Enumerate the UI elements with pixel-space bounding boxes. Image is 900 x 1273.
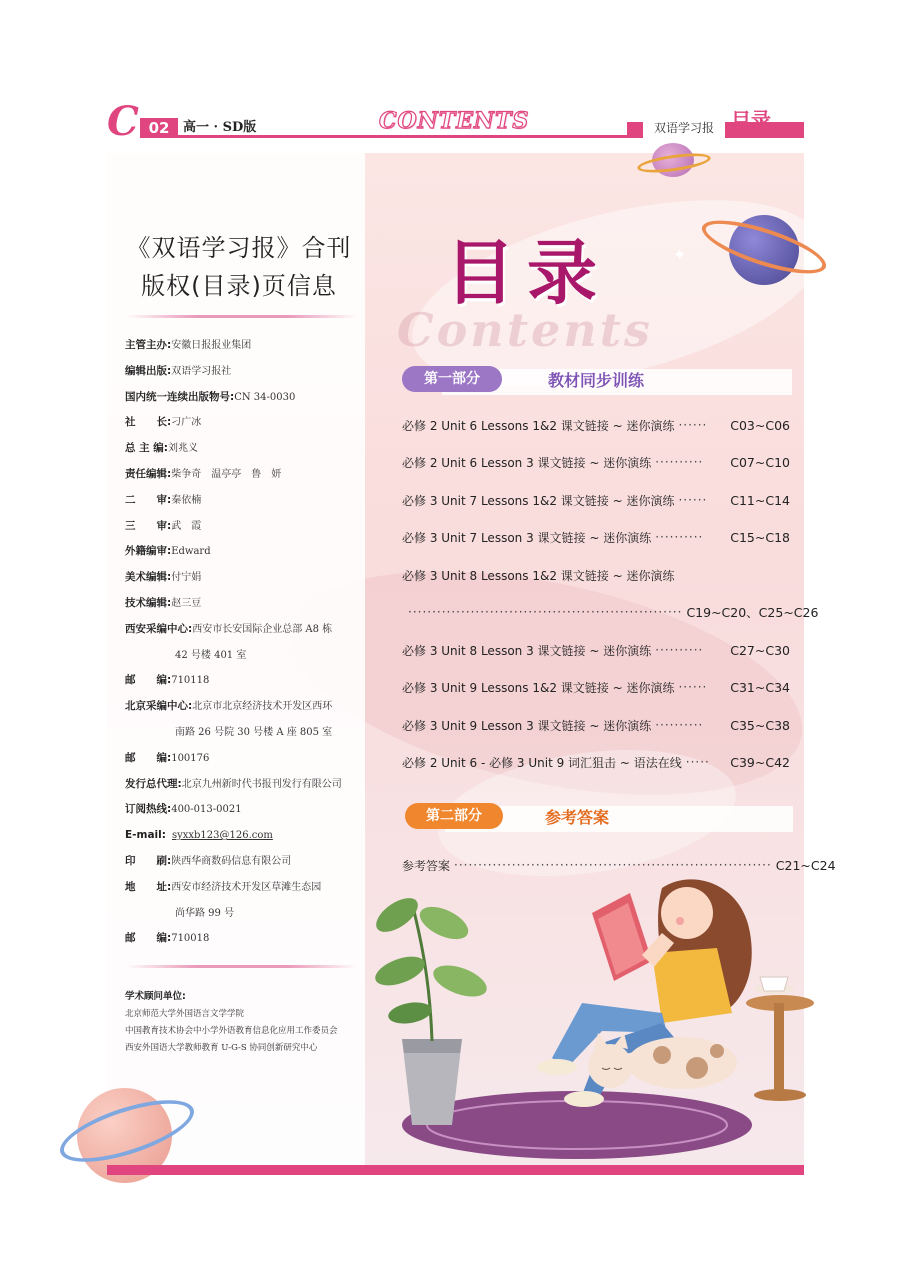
advisor-item: 中国教育技术协会中小学外语教育信息化应用工作委员会	[125, 1026, 338, 1036]
part2-pill: 第二部分	[405, 803, 503, 829]
copyright-title-line2: 版权(目录)页信息	[141, 272, 337, 300]
toc-item[interactable]: 必修 3 Unit 9 Lessons 1&2 课文链接 ~ 迷你演练 ······ C31~C34	[402, 679, 790, 695]
copyright-info	[125, 333, 365, 952]
page-title: 目录	[445, 231, 609, 314]
advisor-heading: 学术顾问单位:	[125, 991, 186, 1002]
toc-item[interactable]: 必修 3 Unit 9 Lesson 3 课文链接 ~ 迷你演练 ·········· C35~C38	[402, 717, 790, 733]
footer-bar	[107, 1165, 804, 1175]
toc-item[interactable]: 必修 3 Unit 8 Lesson 3 课文链接 ~ 迷你演练 ·········· C27~C30	[402, 642, 790, 658]
divider	[127, 965, 357, 968]
page-header	[107, 100, 804, 144]
toc-item[interactable]: 必修 2 Unit 6 Lessons 1&2 课文链接 ~ 迷你演练 ······ C03~C06	[402, 417, 790, 433]
info-row: 发行总代理: 北京九州新时代书报刊发行有限公司	[125, 777, 342, 790]
info-row: 邮 编: 710118	[125, 674, 210, 687]
info-row: 邮 编: 710018	[125, 932, 210, 945]
toc-item[interactable]: 必修 3 Unit 8 Lessons 1&2 课文链接 ~ 迷你演练	[402, 568, 675, 583]
toc-item-continued[interactable]: ························································· C19~C20、C25~C26	[408, 605, 819, 620]
part2-header	[405, 803, 793, 833]
part2-title: 参考答案	[545, 808, 610, 827]
divider	[127, 315, 357, 318]
info-row-continued: 南路 26 号院 30 号楼 A 座 805 室	[175, 726, 333, 738]
info-row: 二 审: 秦依楠	[125, 493, 202, 506]
info-row: 外籍编审: Edward	[125, 545, 211, 558]
info-row: 责任编辑: 柴争奇 温亭亭 鲁 妍	[125, 467, 282, 480]
email-link[interactable]: syxxb123@126.com	[171, 830, 273, 842]
info-row: 社 长: 刁广冰	[125, 416, 202, 429]
contents-panel	[107, 153, 836, 1165]
info-row: 美术编辑: 付宁娟	[125, 571, 202, 584]
info-row: 地 址: 西安市经济技术开发区草滩生态园	[125, 880, 322, 893]
toc-item[interactable]: 必修 2 Unit 6 - 必修 3 Unit 9 词汇狙击 ~ 语法在线 ····· C39~C42	[402, 754, 790, 770]
info-row: 编辑出版: 双语学习报社	[125, 364, 232, 377]
info-row: 西安采编中心: 西安市长安国际企业总部 A8 栋	[125, 622, 333, 635]
ghost-contents-text: Contents	[397, 303, 653, 357]
advisor-item: 北京师范大学外国语言文学学院	[125, 1009, 245, 1019]
page-number: 02	[140, 118, 178, 138]
toc-item[interactable]: 参考答案 ·································································· C21~C24	[402, 857, 836, 873]
copyright-title	[119, 229, 359, 305]
toc-item[interactable]: 必修 2 Unit 6 Lesson 3 课文链接 ~ 迷你演练 ·········· C07~C10	[402, 454, 790, 470]
copyright-title-line1: 《双语学习报》合刊	[126, 234, 352, 262]
paper-name: 双语学习报	[643, 118, 725, 138]
edition-label: 高一 · SD版	[183, 120, 257, 135]
info-row: 北京采编中心: 北京市北京经济技术开发区西环	[125, 700, 333, 713]
part1-title: 教材同步训练	[548, 371, 645, 390]
section-letter: C	[107, 98, 139, 145]
info-row: 国内统一连续出版物号: CN 34-0030	[125, 390, 296, 403]
info-row: 三 审: 武 霞	[125, 519, 202, 532]
advisor-item: 西安外国语大学教师教育 U-G-S 协同创新研究中心	[125, 1043, 318, 1053]
info-row: 总 主 编: 刘兆义	[125, 442, 199, 455]
info-row-continued: 42 号楼 401 室	[175, 649, 247, 661]
info-row-continued: 尚华路 99 号	[175, 907, 235, 919]
info-row: 订阅热线: 400-013-0021	[125, 803, 242, 816]
toc-item[interactable]: 必修 3 Unit 7 Lessons 1&2 课文链接 ~ 迷你演练 ······ C11~C14	[402, 492, 790, 508]
star-icon: ✦	[673, 245, 687, 264]
section-tag: 目录	[731, 108, 771, 132]
part1-header	[402, 366, 792, 396]
header-rule	[177, 135, 627, 138]
info-row: 技术编辑: 赵三豆	[125, 596, 202, 609]
contents-wordmark: CONTENTS	[379, 108, 530, 134]
info-row: E-mail: syxxb123@126.com	[125, 823, 365, 849]
info-row: 印 刷: 陕西华商数码信息有限公司	[125, 854, 292, 867]
reading-girl-illustration	[362, 863, 804, 1165]
info-row: 邮 编: 100176	[125, 751, 210, 764]
toc-item[interactable]: 必修 3 Unit 7 Lesson 3 课文链接 ~ 迷你演练 ·········· C15~C18	[402, 529, 790, 545]
info-row: 主管主办: 安徽日报报业集团	[125, 339, 252, 351]
academic-advisors	[125, 987, 365, 1057]
part1-pill: 第一部分	[402, 366, 502, 392]
